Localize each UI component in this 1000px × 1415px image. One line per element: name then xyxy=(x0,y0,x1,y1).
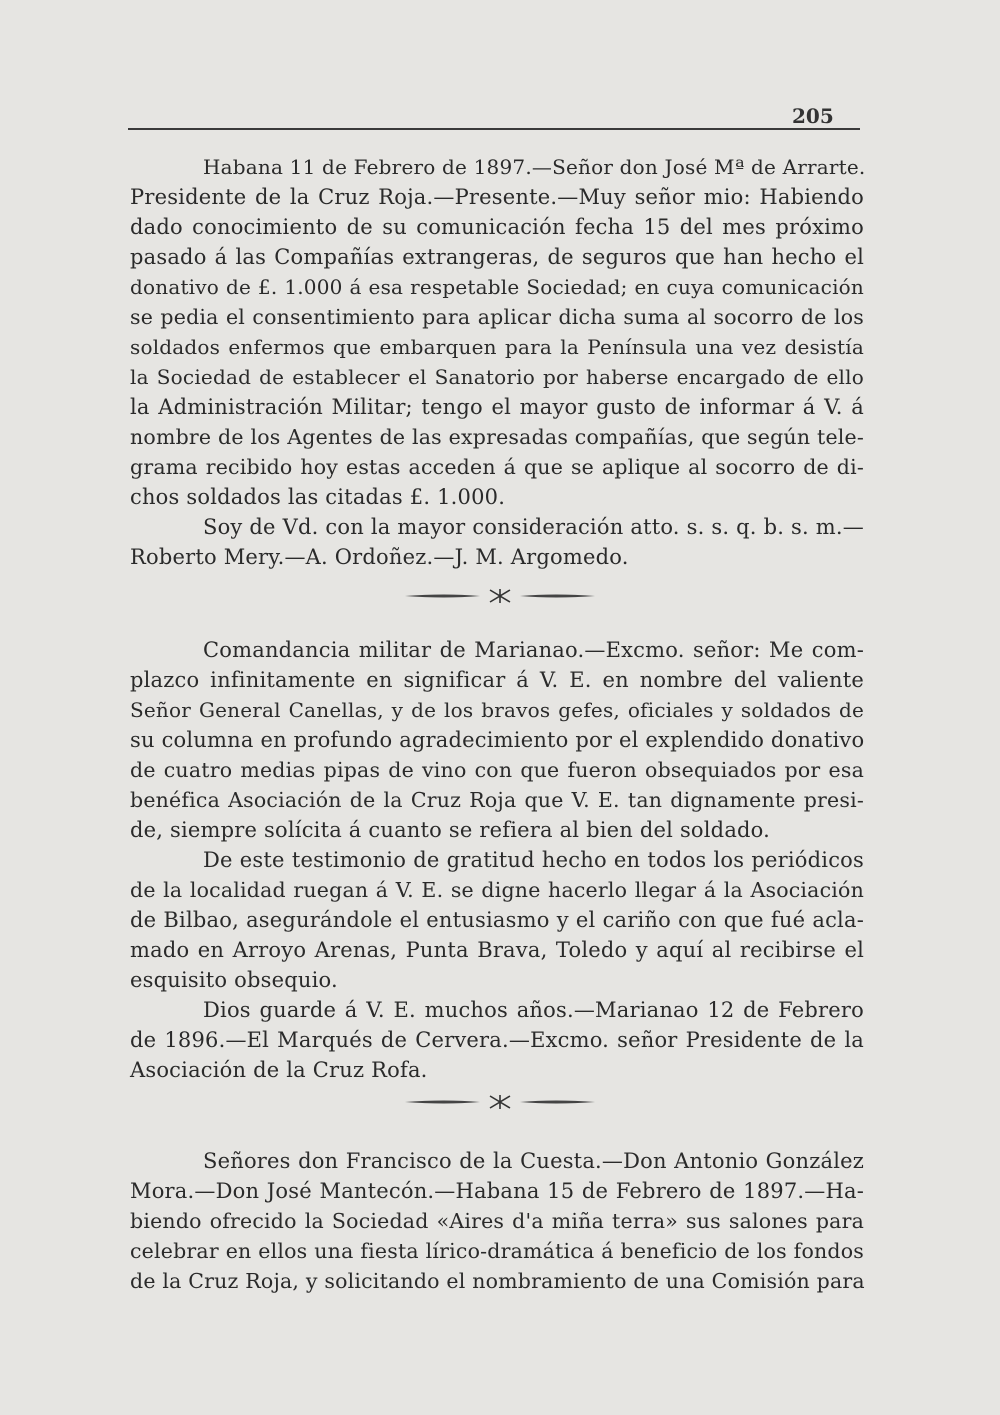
text-line: de 1896.—El Marqués de Cervera.—Excmo. señor Presidente de la xyxy=(130,1028,864,1052)
page-number: 205 xyxy=(792,104,834,128)
text-line: biendo ofrecido la Sociedad «Aires d'a miña terra» sus salones para xyxy=(130,1209,864,1233)
letter-1 xyxy=(130,152,864,572)
text-line: se pedia el consentimiento para aplicar dicha suma al socorro de los xyxy=(130,305,864,329)
text-line: de Bilbao, asegurándole el entusiasmo y el cariño con que fué acla- xyxy=(130,908,864,932)
text-line: Señores don Francisco de la Cuesta.—Don Antonio González xyxy=(203,1149,864,1173)
text-line: Roberto Mery.—A. Ordoñez.—J. M. Argomedo. xyxy=(130,545,629,569)
text-line: su columna en profundo agradecimiento por el explendido donativo xyxy=(130,728,865,752)
text-line: donativo de £. 1.000 á esa respetable Sociedad; en cuya comunicación xyxy=(130,275,864,299)
text-line: Mora.—Don José Mantecón.—Habana 15 de Febrero de 1897.—Ha- xyxy=(130,1179,864,1203)
text-line: Dios guarde á V. E. muchos años.—Marianao 12 de Febrero xyxy=(203,998,864,1022)
text-line: celebrar en ellos una fiesta lírico-dramática á beneficio de los fondos xyxy=(130,1239,864,1263)
text-line: chos soldados las citadas £. 1.000. xyxy=(130,485,506,509)
text-line: pasado á las Compañías extrangeras, de seguros que han hecho el xyxy=(130,245,864,269)
text-line: la Administración Militar; tengo el mayor gusto de informar á V. á xyxy=(130,395,864,419)
text-line: esquisito obsequio. xyxy=(130,968,338,992)
text-line: Habana 11 de Febrero de 1897.—Señor don José Mª de Arrarte. xyxy=(203,155,866,179)
text-line: de, siempre solícita á cuanto se refiera al bien del soldado. xyxy=(130,818,771,842)
text-line: De este testimonio de gratitud hecho en todos los periódicos xyxy=(203,848,864,872)
letter-2 xyxy=(130,635,864,1085)
text-line: mado en Arroyo Arenas, Punta Brava, Toledo y aquí al recibirse el xyxy=(130,938,864,962)
text-line: de cuatro medias pipas de vino con que fueron obsequiados por esa xyxy=(130,758,864,782)
text-line: soldados enfermos que embarquen para la Península una vez desistía xyxy=(130,335,864,359)
ornament-divider xyxy=(400,1092,600,1112)
text-line: Asociación de la Cruz Rofa. xyxy=(130,1058,428,1082)
text-line: Comandancia militar de Marianao.—Excmo. señor: Me com- xyxy=(203,638,864,662)
letter-3 xyxy=(130,1146,864,1296)
header-rule xyxy=(128,128,860,130)
text-line: dado conocimiento de su comunicación fecha 15 del mes próximo xyxy=(130,215,864,239)
text-line: benéfica Asociación de la Cruz Roja que V. E. tan dignamente presi- xyxy=(130,788,864,812)
text-line: Señor General Canellas, y de los bravos gefes, oficiales y soldados de xyxy=(130,698,864,722)
ornament-divider xyxy=(400,586,600,606)
text-line: nombre de los Agentes de las expresadas compañías, que según tele- xyxy=(130,425,864,449)
text-line: Presidente de la Cruz Roja.—Presente.—Muy señor mio: Habiendo xyxy=(130,185,864,209)
text-line: grama recibido hoy estas acceden á que se aplique al socorro de di- xyxy=(130,455,864,479)
text-line: Soy de Vd. con la mayor consideración atto. s. s. q. b. s. m.— xyxy=(203,515,864,539)
text-line: de la Cruz Roja, y solicitando el nombramiento de una Comisión para xyxy=(130,1269,865,1293)
text-line: plazco infinitamente en significar á V. E. en nombre del valiente xyxy=(130,668,864,692)
text-line: de la localidad ruegan á V. E. se digne hacerlo llegar á la Asociación xyxy=(130,878,864,902)
text-line: la Sociedad de establecer el Sanatorio por haberse encargado de ello xyxy=(130,365,864,389)
